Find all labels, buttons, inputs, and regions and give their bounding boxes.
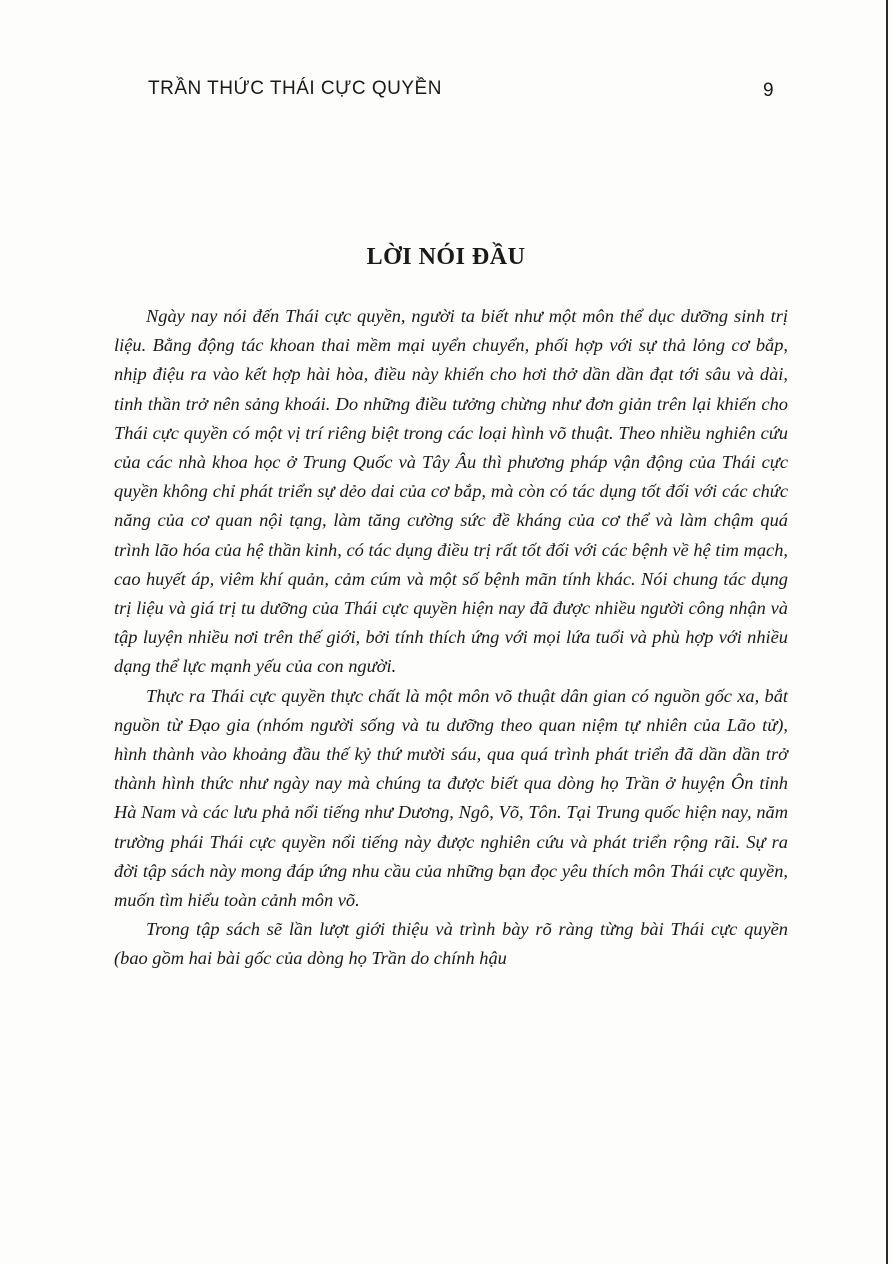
paragraph: Ngày nay nói đến Thái cực quyền, người ta biết như một môn thể dục dưỡng sinh trị liệu. Bằng động tác khoan thai mềm mại uyển chuyển, phối hợp với sự thả lỏng cơ bắp, nhịp điệu ra vào kết hợp hài hòa, điều này khiến cho hơi thở dần dần đạt tới sâu và dài, tinh thần trở nên sảng khoái. Do những điều tưởng chừng như đơn giản trên lại khiến cho Thái cực quyền có một vị trí riêng biệt trong các loại hình võ thuật. Theo nhiều nghiên cứu của các nhà khoa học ở Trung Quốc và Tây Âu thì phương pháp vận động của Thái cực quyền không chỉ phát triển sự dẻo dai của cơ bắp, mà còn có tác dụng tốt đối với các chức năng của cơ quan nội tạng, làm tăng cường sức đề kháng của cơ thể và làm chậm quá trình lão hóa của hệ thần kinh, có tác dụng điều trị rất tốt đối với các bệnh về hệ tim mạch, cao huyết áp, viêm khí quản, cảm cúm và một số bệnh mãn tính khác. Nói chung tác dụng trị liệu và giá trị tu dưỡng của Thái cực quyền hiện nay đã được nhiều người công nhận và tập luyện nhiều nơi trên thế giới, bởi tính thích ứng với mọi lứa tuổi và phù hợp với nhiều dạng thể lực mạnh yếu của con người. (114, 306, 788, 677)
page-edge-line (886, 0, 888, 1264)
running-header: TRẦN THỨC THÁI CỰC QUYỀN (148, 78, 442, 99)
paragraph: Thực ra Thái cực quyền thực chất là một môn võ thuật dân gian có nguồn gốc xa, bắt nguồn từ Đạo gia (nhóm người sống và tu dưỡng theo quan niệm tự nhiên của Lão tử), hình thành vào khoảng đầu thế kỷ thứ mười sáu, qua quá trình phát triển đã dần dần trở thành hình thức như ngày nay mà chúng ta được biết qua dòng họ Trần ở huyện Ôn tỉnh Hà Nam và các lưu phả nổi tiếng như Dương, Ngô, Võ, Tôn. Tại Trung quốc hiện nay, năm trường phái Thái cực quyền nổi tiếng này được nghiên cứu và phát triển rộng rãi. Sự ra đời tập sách này mong đáp ứng nhu cầu của những bạn đọc yêu thích môn Thái cực quyền, muốn tìm hiểu toàn cảnh môn võ. (114, 685, 788, 911)
chapter-title: LỜI NÓI ĐẦU (366, 244, 526, 270)
paragraph: Trong tập sách sẽ lần lượt giới thiệu và trình bày rõ ràng từng bài Thái cực quyền (bao gồm hai bài gốc của dòng họ Trần do chính hậu (114, 919, 788, 969)
body-text (114, 302, 788, 974)
page-number: 9 (763, 80, 774, 101)
